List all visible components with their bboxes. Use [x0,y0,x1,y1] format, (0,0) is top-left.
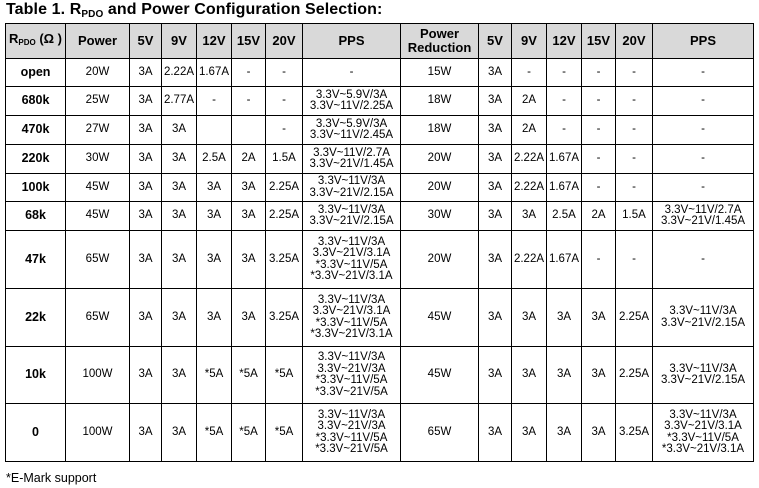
pps-line: 3.3V~21V/2.15A [660,374,746,386]
table-cell: *5A [232,404,266,462]
pps-cell [653,202,754,231]
pps-line: *3.3V~21V/5A [315,385,388,398]
pps-cell [653,289,754,347]
rpdo-cell: 220k [6,145,66,174]
table-cell: - [266,116,303,145]
table-cell: - [582,87,616,116]
header-9v: 9V [162,24,197,59]
table-cell: 3A [479,231,512,289]
table-cell: - [266,87,303,116]
table-cell: 100W [66,347,130,404]
table-cell: 20W [401,145,479,174]
pps-cell [653,404,754,462]
table-row [6,289,754,347]
table-cell: 65W [401,404,479,462]
pps-line: 3.3V~11V/2.7A [664,203,742,216]
table-cell: 2.22A [162,59,197,87]
header-20v: 20V [266,24,303,59]
table-cell: 3A [479,347,512,404]
title-subscript: PDO [81,9,104,20]
table-cell: 3A [130,87,162,116]
table-cell: 3A [130,174,162,202]
table-cell: 3A [512,404,547,462]
rpdo-cell: 680k [6,87,66,116]
pps-cell [653,116,754,145]
pps-cell [303,347,401,404]
pps-line: - [701,180,705,193]
pps-line: - [701,152,705,165]
table-cell: 3A [582,289,616,347]
pps-line: 3.3V~21V/1.45A [309,158,394,170]
table-cell: - [547,116,582,145]
table-row [6,59,754,87]
pps-line: 3.3V~11V/3A [317,203,386,216]
pps-line: - [701,94,705,107]
pps-line: 3.3V~21V/1.45A [660,215,746,227]
rpdo-cell: 100k [6,174,66,202]
table-cell: 3A [479,59,512,87]
table-cell [232,116,266,145]
table-cell: 2A [232,145,266,174]
table-cell: 1.67A [547,145,582,174]
pps-line: 3.3V~21V/3.1A [664,420,742,432]
pps-line: 3.3V~11V/3A [317,235,386,248]
rpdo-cell: 47k [6,231,66,289]
pps-line: *3.3V~11V/5A [315,374,388,386]
table-cell: 2.77A [162,87,197,116]
table-cell: 3A [547,404,582,462]
header-5v: 5V [130,24,162,59]
pps-cell [303,116,401,145]
pps-line: 3.3V~5.9V/3A [315,88,388,101]
table-cell: 3A [197,231,232,289]
pps-line: *3.3V~11V/5A [667,431,739,444]
pps-cell [653,174,754,202]
pps-cell [303,87,401,116]
table-cell: - [547,59,582,87]
table-cell: 3A [232,174,266,202]
table-cell: 25W [66,87,130,116]
table-row [6,87,754,116]
table-cell: 3A [162,289,197,347]
table-cell: - [232,59,266,87]
table-cell: 2.22A [512,174,547,202]
header-power-reduction: Power Reduction [401,24,479,59]
table-cell: 3.25A [266,231,303,289]
table-cell: 3A [162,231,197,289]
pps-line: 3.3V~11V/2.25A [309,100,394,112]
table-cell: 3A [479,145,512,174]
table-cell: 3A [479,116,512,145]
table-cell: 3A [162,145,197,174]
pps-cell [653,231,754,289]
pps-line: - [349,65,354,78]
table-cell: 3A [130,145,162,174]
table-cell: 3A [232,231,266,289]
pps-line: 3.3V~5.9V/3A [315,117,388,130]
pps-line: *3.3V~11V/5A [315,316,388,329]
table-cell: *5A [197,347,232,404]
pps-line: 3.3V~11V/3A [317,408,386,421]
table-cell: 1.67A [547,231,582,289]
header-reduction-pps: PPS [653,24,754,59]
header-rpdo: $R_{PDO}$ (Ω ) [6,24,66,59]
pps-line: 3.3V~11V/3A [669,362,737,375]
table-cell: 3A [479,202,512,231]
table-cell: 45W [66,202,130,231]
header-row [6,24,754,59]
table-cell: - [616,59,653,87]
table-cell: 1.67A [547,174,582,202]
pps-cell [303,404,401,462]
table-cell: 27W [66,116,130,145]
table-cell: 18W [401,116,479,145]
rpdo-cell: 470k [6,116,66,145]
table-cell: 3A [582,404,616,462]
rpdo-cell: 0 [6,404,66,462]
table-cell: 3A [512,202,547,231]
pps-line: *3.3V~21V/3.1A [310,270,393,282]
pps-line: *3.3V~11V/5A [315,431,388,444]
table-cell: 3.25A [616,404,653,462]
pps-cell [303,231,401,289]
table-cell: - [616,174,653,202]
header-reduction-9v: 9V [512,24,547,59]
pps-line: 3.3V~11V/3A [317,175,386,187]
pps-line: *3.3V~21V/5A [315,443,388,455]
pps-line: 3.3V~11V/3A [669,408,737,421]
table-cell: 2.25A [266,202,303,231]
pps-cell [653,87,754,116]
table-cell: 15W [401,59,479,87]
pps-line: 3.3V~11V/3A [317,351,386,363]
table-cell: - [232,87,266,116]
table-row [6,145,754,174]
table-cell: - [582,174,616,202]
table-cell: 3A [162,404,197,462]
table-cell: - [266,59,303,87]
pps-cell [653,145,754,174]
table-cell: 3A [232,289,266,347]
pps-line: - [701,123,705,136]
table-row [6,231,754,289]
table-cell: 2.25A [616,347,653,404]
table-cell: - [197,87,232,116]
table-cell: 3A [512,289,547,347]
table-row [6,174,754,202]
table-cell: 3A [547,289,582,347]
table-body [6,59,754,462]
table-row [6,404,754,462]
table-cell: 20W [401,231,479,289]
header-power: Power [66,24,130,59]
pps-cell [653,59,754,87]
table-cell: *5A [197,404,232,462]
pps-cell [303,145,401,174]
pps-line: *3.3V~21V/3.1A [310,328,393,340]
table-cell: 3A [162,347,197,404]
table-cell: 20W [66,59,130,87]
table-cell: 3A [130,116,162,145]
table-cell: - [547,87,582,116]
header-reduction-5v: 5V [479,24,512,59]
table-cell: 3A [162,202,197,231]
pps-line: 3.3V~11V/3A [669,305,737,317]
table-cell: 2.25A [266,174,303,202]
table-cell: 100W [66,404,130,462]
table-row [6,116,754,145]
table-cell: - [582,145,616,174]
table-cell: - [616,231,653,289]
table-cell: 3A [232,202,266,231]
header-reduction-12v: 12V [547,24,582,59]
table-cell: 3A [130,202,162,231]
pps-line: 3.3V~11V/2.45A [309,129,394,141]
table-cell: 2A [512,87,547,116]
power-config-table [5,23,754,462]
pps-cell [303,289,401,347]
table-cell: 20W [401,174,479,202]
title-suffix: and Power Configuration Selection: [103,1,383,18]
pps-line: 3.3V~11V/3A [317,293,386,306]
table-cell: 3A [197,174,232,202]
table-cell: 3A [130,347,162,404]
table-cell: 2.5A [197,145,232,174]
table-row [6,202,754,231]
pps-line: 3.3V~21V/2.15A [309,215,394,227]
table-cell: - [582,116,616,145]
rpdo-cell: open [6,59,66,87]
table-cell: 3A [547,347,582,404]
table-cell: 3.25A [266,289,303,347]
title-prefix: Table 1. R [6,1,82,18]
table-cell: 1.5A [616,202,653,231]
table-cell: - [616,116,653,145]
pps-cell [303,174,401,202]
table-cell: 65W [66,231,130,289]
pps-line: 3.3V~21V/3.1A [312,305,391,317]
table-cell: 45W [401,289,479,347]
table-title [6,1,382,20]
table-cell: - [512,59,547,87]
table-cell: 1.67A [197,59,232,87]
table-cell: 3A [479,404,512,462]
table-cell: 2.22A [512,145,547,174]
table-cell: 3A [582,347,616,404]
rpdo-cell: 10k [6,347,66,404]
pps-line: 3.3V~11V/2.7A [313,146,390,159]
pps-line: 3.3V~21V/3.1A [312,247,391,259]
pps-line: - [701,252,705,265]
rpdo-cell: 68k [6,202,66,231]
table-cell: - [582,231,616,289]
pps-line: *3.3V~21V/3.1A [661,443,745,455]
table-cell: 3A [162,116,197,145]
table-cell: 45W [66,174,130,202]
header-pps: PPS [303,24,401,59]
table-cell: 2A [512,116,547,145]
table-cell: 18W [401,87,479,116]
table-cell: 3A [130,404,162,462]
pps-cell [303,202,401,231]
header-15v: 15V [232,24,266,59]
table-cell: 3A [130,289,162,347]
table-cell: 2.25A [616,289,653,347]
header-reduction-15v: 15V [582,24,616,59]
table-cell: 3A [479,289,512,347]
header-reduction-20v: 20V [616,24,653,59]
footnote: *E-Mark support [6,471,97,485]
table-cell: *5A [266,404,303,462]
table-cell: 1.5A [266,145,303,174]
pps-line: *3.3V~11V/5A [315,258,388,271]
rpdo-cell: 22k [6,289,66,347]
table-cell: 3A [479,174,512,202]
pps-line: 3.3V~21V/3A [317,420,386,432]
table-cell: 3A [197,202,232,231]
table-cell: *5A [232,347,266,404]
table-cell: 3A [130,59,162,87]
table-cell: 65W [66,289,130,347]
table-cell: *5A [266,347,303,404]
table-cell: 3A [130,231,162,289]
table-cell: 3A [512,347,547,404]
table-cell: 30W [66,145,130,174]
table-cell: 45W [401,347,479,404]
pps-line: 3.3V~21V/3A [317,362,386,375]
table-cell: 3A [197,289,232,347]
table-cell: - [582,59,616,87]
table-cell: 2.22A [512,231,547,289]
table-cell: 3A [479,87,512,116]
table-cell: 30W [401,202,479,231]
pps-cell [303,59,401,87]
table-cell: - [616,145,653,174]
table-cell: 2.5A [547,202,582,231]
table-row [6,347,754,404]
header-12v: 12V [197,24,232,59]
table-cell: 2A [582,202,616,231]
pps-line: 3.3V~21V/2.15A [309,186,394,199]
table-cell: 3A [162,174,197,202]
pps-line: 3.3V~21V/2.15A [660,316,746,329]
pps-cell [653,347,754,404]
table-cell: - [616,87,653,116]
table-cell [197,116,232,145]
pps-line: - [701,65,705,78]
